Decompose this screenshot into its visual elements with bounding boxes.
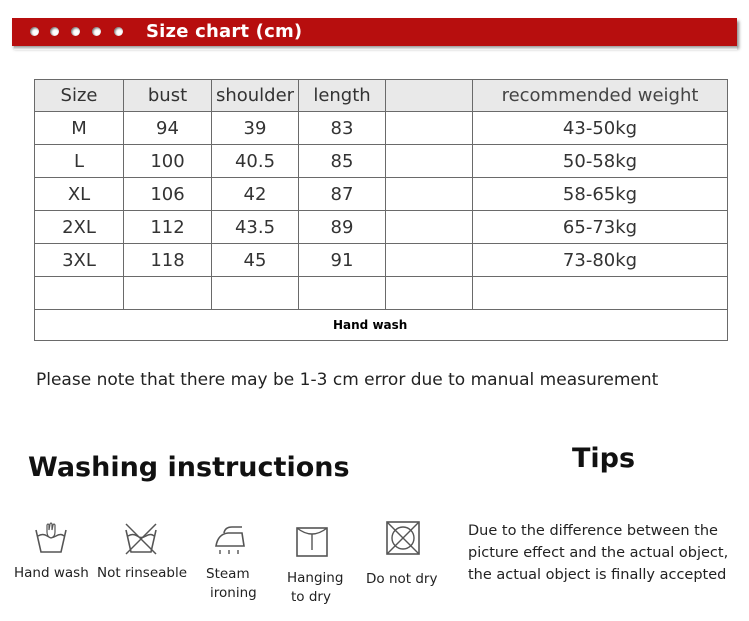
banner-shadow	[14, 46, 737, 50]
cell-empty	[386, 145, 473, 178]
cell-weight: 58-65kg	[473, 178, 728, 211]
washing-instructions-title: Washing instructions	[28, 452, 350, 483]
table-row	[35, 112, 728, 145]
tips-title: Tips	[572, 443, 636, 474]
not-rinseable-label: Not rinseable	[97, 565, 188, 581]
hanging-dry-icon	[294, 524, 330, 558]
banner-dot	[30, 27, 39, 36]
cell-bust: 118	[124, 244, 212, 277]
cell-empty	[386, 178, 473, 211]
label-line: ironing	[210, 585, 257, 601]
table-note-row	[35, 310, 728, 341]
cell-length: 91	[299, 244, 386, 277]
cell-empty	[212, 277, 299, 310]
header-size: Size	[35, 80, 124, 112]
not-rinseable-icon	[123, 522, 159, 556]
tips-line: picture effect and the actual object,	[468, 545, 729, 561]
cell-empty	[386, 211, 473, 244]
label-line: Steam	[206, 566, 250, 582]
header-bust: bust	[124, 80, 212, 112]
cell-length: 89	[299, 211, 386, 244]
note-cell	[35, 310, 728, 341]
table-row	[35, 145, 728, 178]
cell-length: 85	[299, 145, 386, 178]
banner-dot	[92, 27, 101, 36]
hand-wash-note: Hand wash	[333, 318, 408, 332]
header-shoulder: shoulder	[212, 80, 299, 112]
cell-weight: 43-50kg	[473, 112, 728, 145]
cell-size: M	[35, 112, 124, 145]
cell-size: XL	[35, 178, 124, 211]
banner-dot	[50, 27, 59, 36]
cell-weight: 65-73kg	[473, 211, 728, 244]
cell-bust: 100	[124, 145, 212, 178]
size-chart-banner	[12, 18, 737, 46]
cell-empty	[299, 277, 386, 310]
cell-size: 2XL	[35, 211, 124, 244]
hand-wash-label: Hand wash	[14, 565, 89, 581]
banner-dot	[71, 27, 80, 36]
cell-weight: 50-58kg	[473, 145, 728, 178]
header-empty	[386, 80, 473, 112]
cell-empty	[386, 277, 473, 310]
table-row-empty	[35, 277, 728, 310]
banner-dot	[114, 27, 123, 36]
do-not-dry-label: Do not dry	[366, 571, 438, 587]
measurement-note: Please note that there may be 1-3 cm error due to manual measurement	[36, 370, 659, 390]
cell-bust: 112	[124, 211, 212, 244]
no-tumble-dry-icon	[385, 520, 421, 556]
cell-size: 3XL	[35, 244, 124, 277]
table-row	[35, 211, 728, 244]
cell-shoulder: 43.5	[212, 211, 299, 244]
cell-shoulder: 45	[212, 244, 299, 277]
cell-length: 83	[299, 112, 386, 145]
table-row	[35, 178, 728, 211]
cell-empty	[124, 277, 212, 310]
label-line: to dry	[291, 589, 331, 605]
cell-empty	[386, 244, 473, 277]
size-table	[34, 79, 728, 341]
cell-bust: 106	[124, 178, 212, 211]
steam-ironing-label	[206, 565, 257, 603]
table-row	[35, 244, 728, 277]
cell-empty	[473, 277, 728, 310]
cell-bust: 94	[124, 112, 212, 145]
header-recommended-weight: recommended weight	[473, 80, 728, 112]
tips-line: the actual object is finally accepted	[468, 567, 727, 583]
tips-text	[468, 520, 749, 586]
header-length: length	[299, 80, 386, 112]
label-line: Hanging	[287, 570, 344, 586]
cell-empty	[35, 277, 124, 310]
hand-wash-icon	[33, 522, 69, 556]
cell-empty	[386, 112, 473, 145]
table-header-row	[35, 80, 728, 112]
cell-shoulder: 40.5	[212, 145, 299, 178]
cell-weight: 73-80kg	[473, 244, 728, 277]
steam-iron-icon	[212, 524, 248, 556]
cell-size: L	[35, 145, 124, 178]
tips-line: Due to the difference between the	[468, 523, 718, 539]
banner-title: Size chart (cm)	[146, 21, 303, 42]
hanging-dry-label	[287, 569, 343, 607]
cell-shoulder: 39	[212, 112, 299, 145]
cell-shoulder: 42	[212, 178, 299, 211]
cell-length: 87	[299, 178, 386, 211]
